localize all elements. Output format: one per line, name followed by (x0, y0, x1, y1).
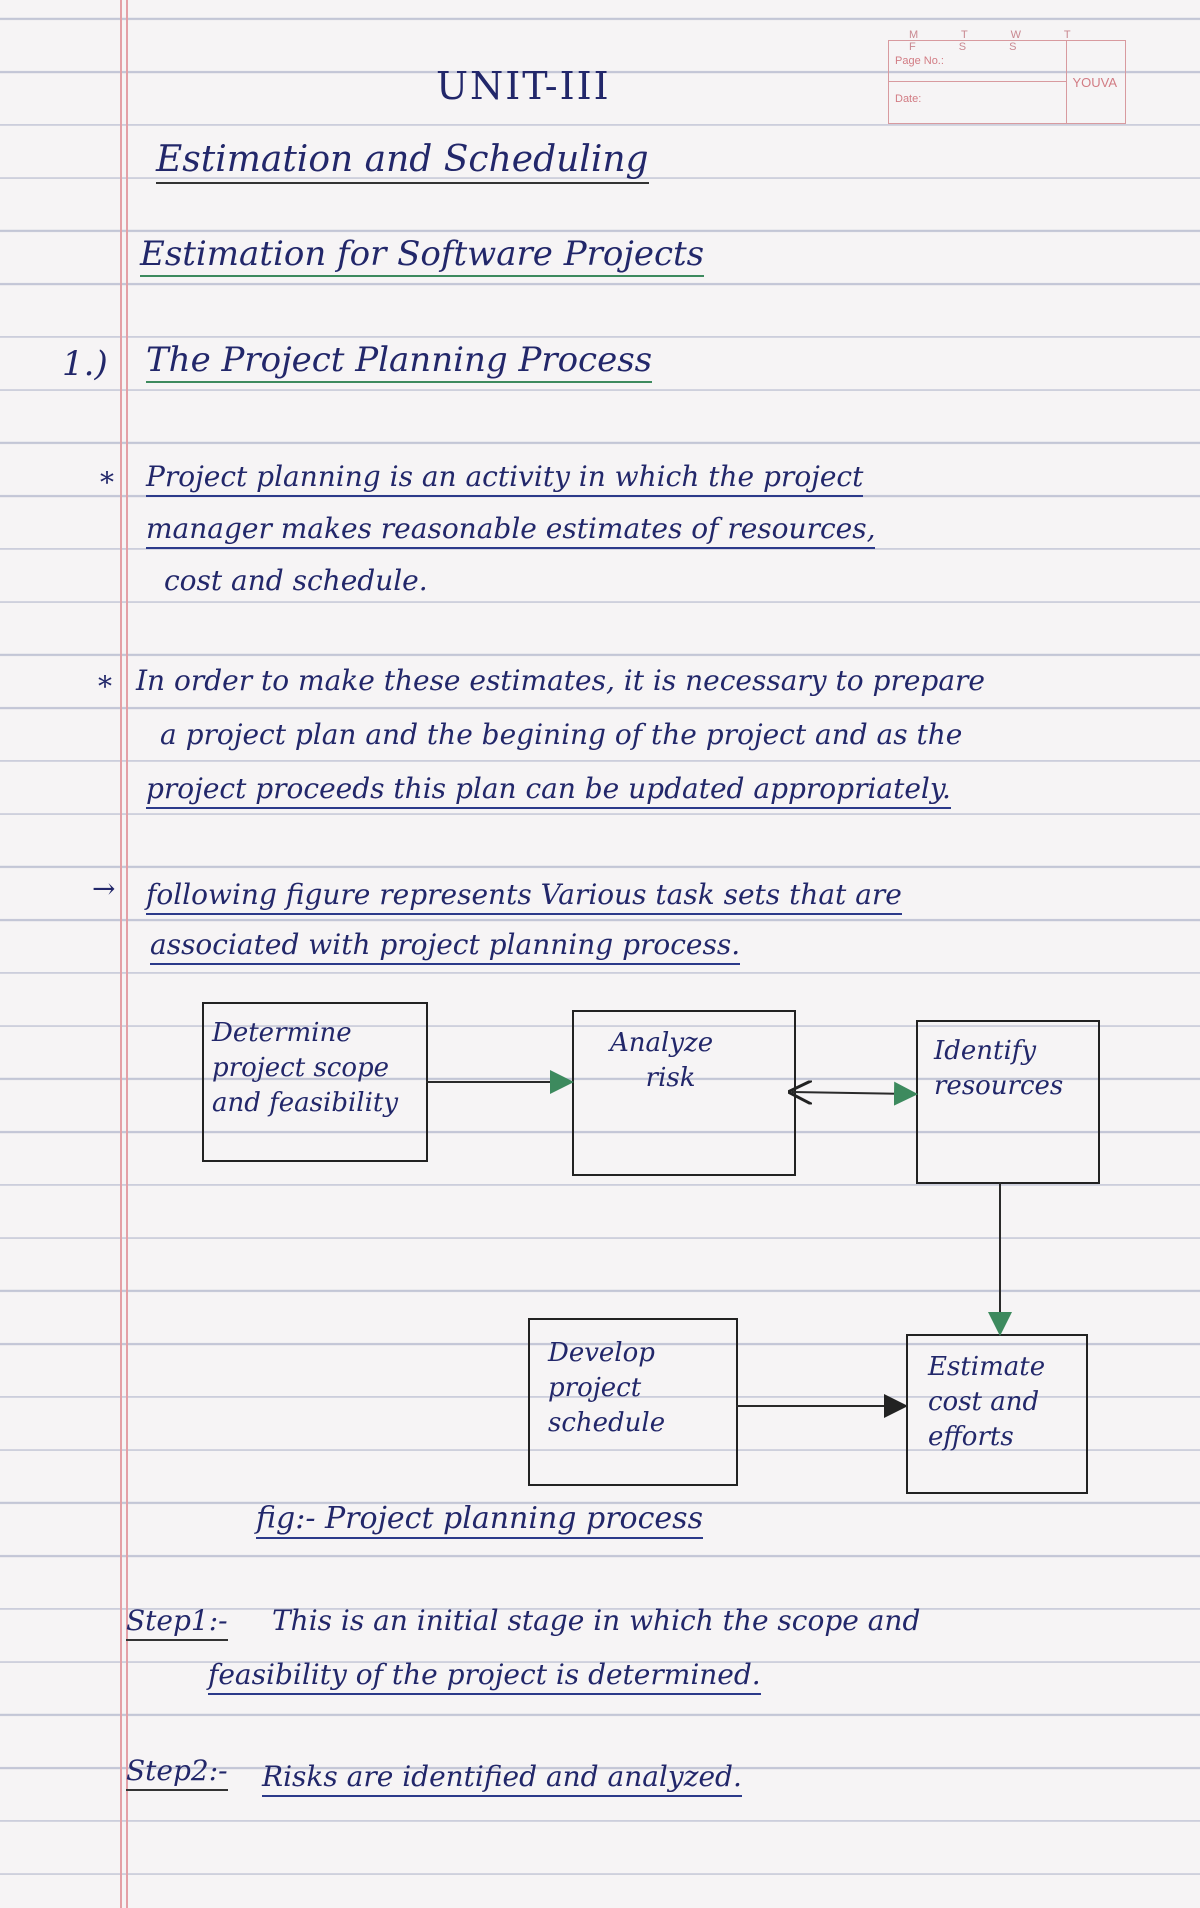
paragraph3-line: following figure represents Various task sets that are (146, 880, 902, 915)
box-line: Determine (212, 1018, 352, 1048)
box-line: Estimate (928, 1352, 1046, 1382)
stamp-page-no: Page No.: (895, 55, 944, 67)
step1-line: This is an initial stage in which the scope and (272, 1604, 921, 1637)
box-line: cost and (928, 1387, 1040, 1418)
step1-line: feasibility of the project is determined. (208, 1660, 761, 1695)
stamp-brand: YOUVA (1072, 75, 1117, 90)
box-line: and feasibility (212, 1088, 399, 1119)
paragraph3-line: associated with project planning process. (150, 930, 740, 965)
section-number: 1.) (62, 344, 108, 384)
paragraph2-bullet: * (98, 670, 112, 703)
box-line: resources (934, 1071, 1064, 1102)
section-title: The Project Planning Process (146, 342, 652, 383)
box-line: Identify (934, 1036, 1037, 1066)
step2-line: Risks are identified and analyzed. (262, 1762, 742, 1797)
paragraph2-line: a project plan and the begining of the project and as the (160, 718, 963, 751)
box-line: Analyze (610, 1028, 714, 1058)
heading-sub: Estimation for Software Projects (140, 236, 704, 277)
unit-title: UNIT-III (436, 64, 611, 108)
stamp-date: Date: (895, 93, 922, 105)
paragraph1-line: Project planning is an activity in which the project (146, 462, 863, 497)
paragraph1-line: cost and schedule. (164, 564, 428, 597)
arrow-analyze-to-identify (792, 1092, 914, 1094)
paragraph1-line: manager makes reasonable estimates of resources, (146, 514, 875, 549)
paragraph2-line: In order to make these estimates, it is necessary to prepare (136, 664, 985, 697)
box-line: Develop (548, 1338, 655, 1368)
box-line: schedule (548, 1408, 666, 1439)
paragraph2-line: project proceeds this plan can be updated appropriately. (146, 774, 951, 809)
box-line: project scope (212, 1053, 390, 1084)
stamp-days: M T W T F S S (909, 29, 1091, 53)
box-line: efforts (928, 1422, 1014, 1453)
step1-label: Step1:- (126, 1606, 228, 1641)
step2-label: Step2:- (126, 1756, 228, 1791)
heading-main: Estimation and Scheduling (156, 140, 649, 184)
diagram-caption: fig:- Project planning process (256, 1502, 703, 1539)
paragraph1-bullet: * (100, 466, 114, 499)
paragraph3-bullet: → (92, 872, 116, 905)
box-line: project (548, 1373, 642, 1404)
box-line: risk (645, 1063, 696, 1094)
